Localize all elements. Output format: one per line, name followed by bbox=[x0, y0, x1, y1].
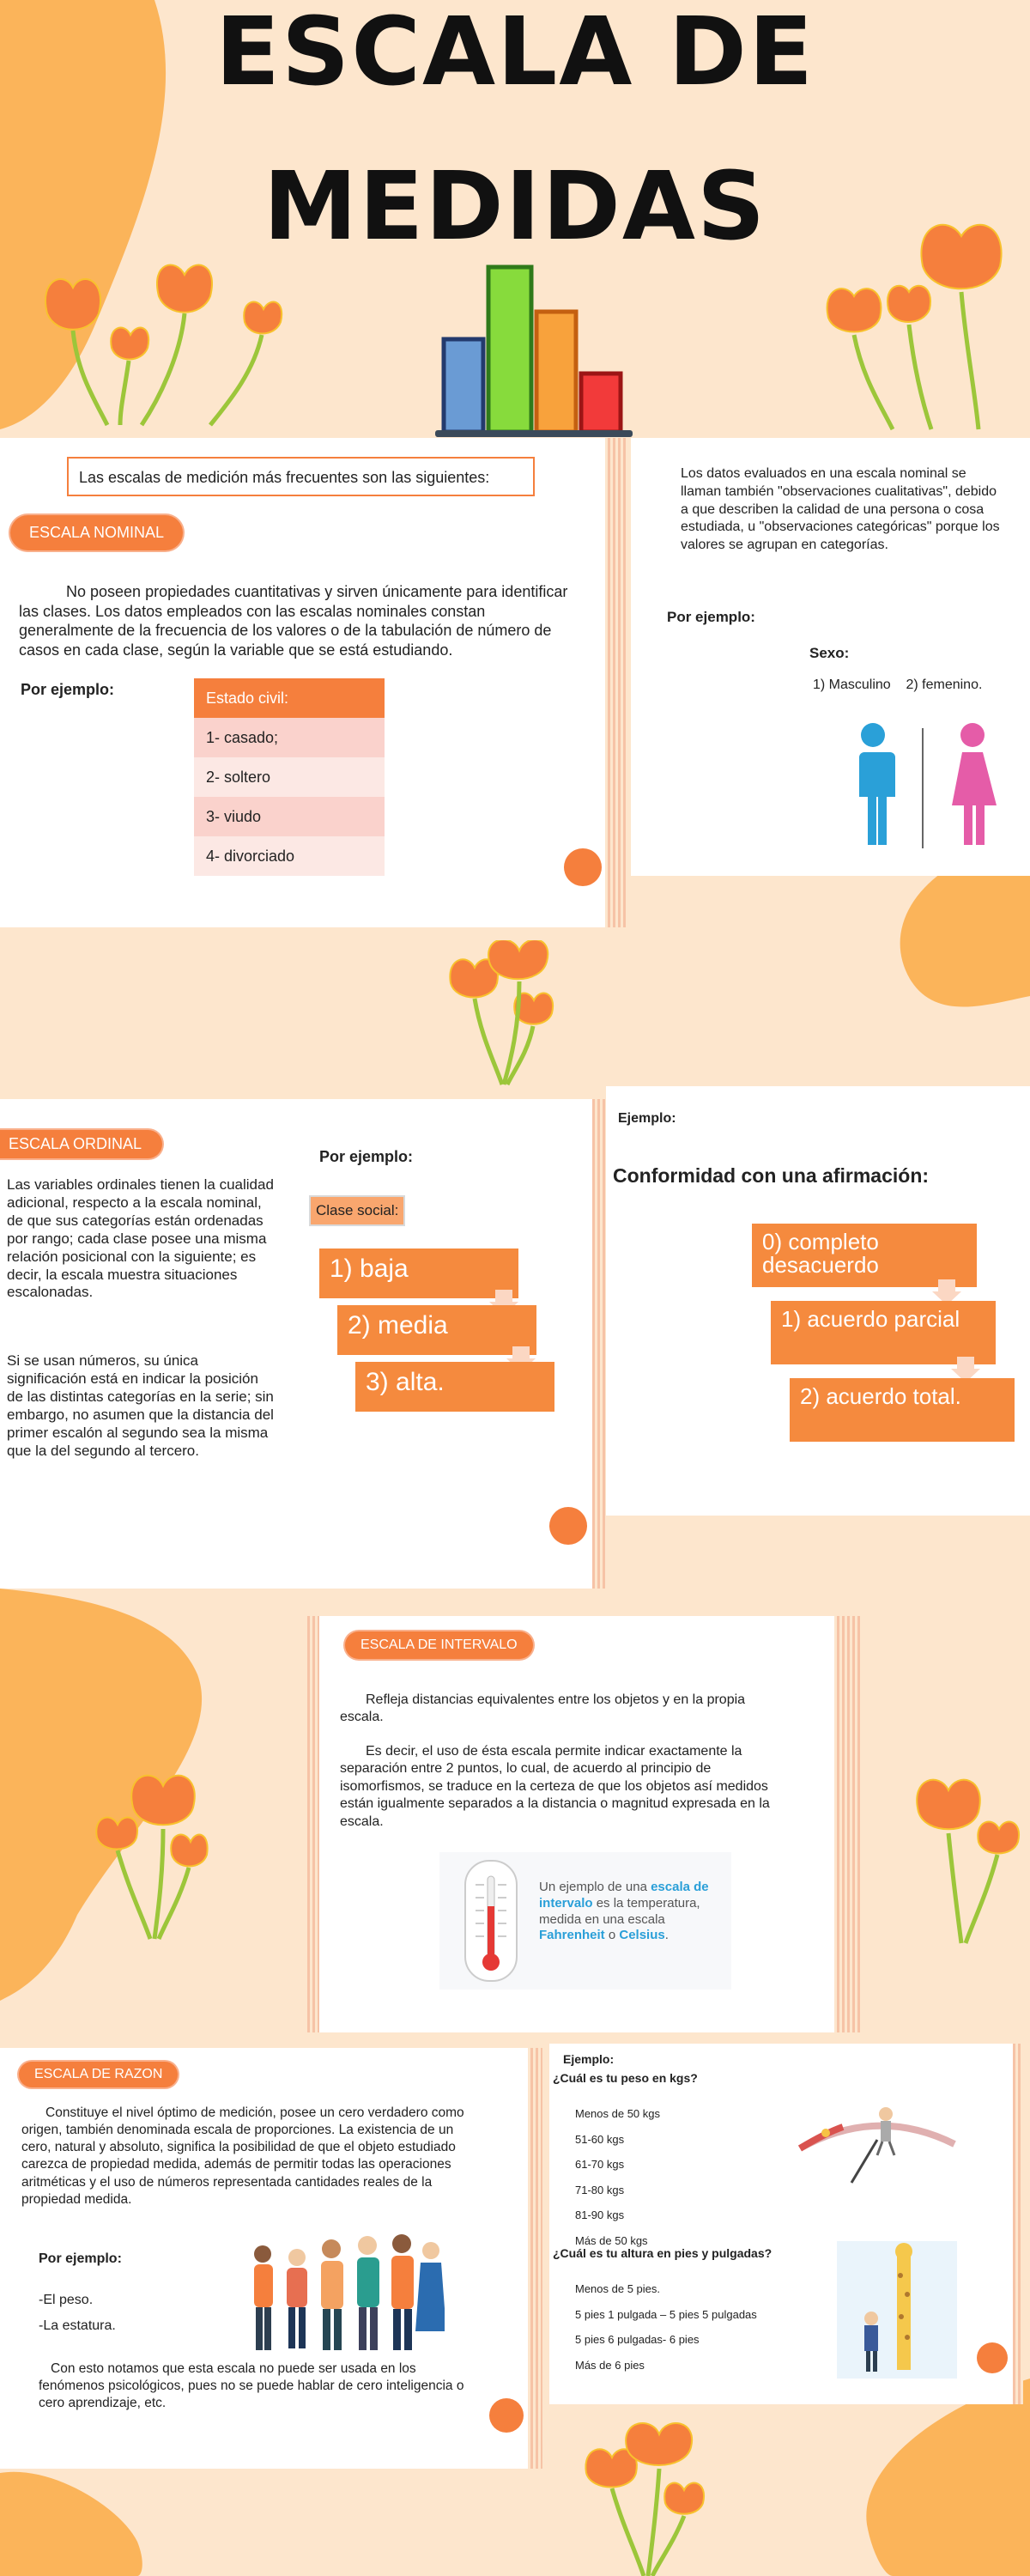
sex-options: 1) Masculino 2) femenino. bbox=[813, 677, 983, 692]
caption-highlight: escala de intervalo bbox=[539, 1880, 709, 1911]
decor-dot bbox=[564, 848, 602, 886]
ratio-right-example-label: Ejemplo: bbox=[563, 2052, 615, 2066]
tulip-flowers-icon bbox=[13, 262, 296, 434]
table-header: Estado civil: bbox=[206, 689, 289, 707]
table-row: 4- divorciado bbox=[206, 847, 295, 865]
list-item: Más de 50 kgs bbox=[575, 2233, 648, 2247]
nominal-paragraph: No poseen propiedades cuantitativas y sirven únicamente para identificar las clases. Los datos empleados con las escalas nominales constan generalmente de la frecuencia de los valores o de la tabulación de número de casos en cada clase, según la variable que se está estudiando. bbox=[19, 583, 568, 659]
tulip-flowers-icon bbox=[794, 215, 1026, 438]
page-title-line2: MEDIDAS bbox=[263, 151, 767, 261]
ratio-example-label: Por ejemplo: bbox=[39, 2251, 122, 2266]
ordinal-example-label: Por ejemplo: bbox=[319, 1148, 414, 1165]
list-item: 71-80 kgs bbox=[575, 2183, 625, 2196]
ratio-example-1: -El peso. bbox=[39, 2293, 94, 2307]
decor-stripes bbox=[837, 1616, 863, 2032]
tulip-flowers-icon bbox=[442, 940, 562, 1086]
decor-stripes bbox=[307, 1616, 319, 2032]
group-of-people-icon bbox=[247, 2228, 445, 2357]
intro-box: Las escalas de medición más frecuentes son las siguientes: bbox=[67, 457, 535, 496]
civil-status-table bbox=[194, 678, 385, 876]
sex-label: Sexo: bbox=[809, 645, 850, 661]
table-row: 1- casado; bbox=[206, 728, 279, 746]
step-box: 1) baja bbox=[319, 1249, 518, 1298]
table-row: 3- viudo bbox=[206, 807, 262, 825]
caption-highlight: Fahrenheit bbox=[539, 1928, 605, 1943]
list-item: Más de 6 pies bbox=[575, 2358, 645, 2372]
caption-text: es la temperatura, medida en una escala bbox=[539, 1895, 700, 1927]
step-box: 2) media bbox=[337, 1305, 536, 1355]
list-item: 5 pies 1 pulgada – 5 pies 5 pulgadas bbox=[575, 2307, 757, 2321]
caption-text: . bbox=[664, 1928, 669, 1943]
ratio-paragraph-2: Con esto notamos que esta escala no puede ser usada en los fenómenos psicológicos, pues no se puede hablar de cero inteligencia o cero aprendizaje, etc. bbox=[39, 2361, 464, 2411]
nominal-right-card bbox=[631, 438, 1030, 876]
ordinal-right-example-label: Ejemplo: bbox=[618, 1111, 676, 1126]
ordinal-badge: ESCALA ORDINAL bbox=[0, 1130, 162, 1158]
list-item: 5 pies 6 pulgadas- 6 pies bbox=[575, 2333, 700, 2347]
thermometer-example-image bbox=[439, 1852, 731, 1990]
weight-question: ¿Cuál es tu peso en kgs? bbox=[553, 2071, 698, 2085]
male-female-icon bbox=[837, 721, 1009, 850]
thermometer-caption bbox=[539, 1880, 719, 1944]
decor-dot bbox=[549, 1507, 587, 1545]
nominal-card bbox=[0, 438, 605, 927]
nominal-example-label: Por ejemplo: bbox=[21, 681, 115, 698]
ordinal-right-card bbox=[606, 1086, 1030, 1516]
interval-badge: ESCALA DE INTERVALO bbox=[345, 1631, 533, 1659]
page-title-line1: ESCALA DE bbox=[215, 0, 815, 106]
nominal-right-example-label: Por ejemplo: bbox=[667, 609, 755, 625]
list-item: 81-90 kgs bbox=[575, 2208, 625, 2222]
list-item: 61-70 kgs bbox=[575, 2158, 625, 2172]
weight-options bbox=[575, 2107, 660, 2260]
interval-paragraph-2: Es decir, el uso de ésta escala permite indicar exactamente la separación entre 2 puntos, lo cual, de acuerdo al principio de isomorfismos, se traduce en la certeza de que los objetos así medidos están igualmente separados a la distancia o magnitud expresada en la escala. bbox=[340, 1744, 770, 1829]
tulip-flowers-icon bbox=[90, 1769, 210, 1941]
list-item: Menos de 50 kgs bbox=[575, 2107, 661, 2120]
class-label: Clase social: bbox=[309, 1195, 405, 1226]
ratio-badge: ESCALA DE RAZON bbox=[19, 2062, 178, 2087]
decor-stripes bbox=[608, 438, 627, 927]
ratio-paragraph-1: Constituye el nivel óptimo de medición, posee un cero verdadero como origen, también denominada escala de proporciones. La existencia de un cero, natural y absoluto, significa la posibilidad de que el objeto estudiado carezca de propiedad medida, además de permitir todas las operaciones aritméticas y el uso de números representada cantidades reales de la propiedad medida. bbox=[21, 2105, 464, 2207]
ordinal-right-heading: Conformidad con una afirmación: bbox=[613, 1164, 930, 1187]
caption-text: Un ejemplo de una bbox=[539, 1880, 651, 1894]
step-box: 3) alta. bbox=[355, 1362, 554, 1412]
decor-stripes bbox=[530, 2048, 542, 2469]
caption-highlight: Celsius bbox=[619, 1928, 665, 1943]
ordinal-card bbox=[0, 1099, 592, 1589]
tulip-flowers-icon bbox=[579, 2421, 717, 2576]
height-options bbox=[575, 2282, 757, 2384]
agreement-box: 2) acuerdo total. bbox=[790, 1378, 1015, 1442]
nominal-right-paragraph: Los datos evaluados en una escala nominal se llaman también "observaciones cualitativas", debido a que describen la calidad de una persona o cosa estudiada, u "observaciones categóricas" porque los valores se agrupan en categorías. bbox=[681, 466, 1000, 553]
tulip-flowers-icon bbox=[901, 1773, 1030, 1945]
decor-stripes bbox=[592, 1099, 606, 1589]
height-question: ¿Cuál es tu altura en pies y pulgadas? bbox=[553, 2246, 772, 2260]
ratio-card bbox=[0, 2048, 528, 2469]
nominal-badge: ESCALA NOMINAL bbox=[10, 515, 183, 550]
list-item: Menos de 5 pies. bbox=[575, 2282, 661, 2295]
ratio-example-2: -La estatura. bbox=[39, 2318, 116, 2333]
decor-dot bbox=[489, 2398, 524, 2433]
ratio-right-card bbox=[549, 2044, 1013, 2404]
interval-card bbox=[319, 1616, 834, 2032]
giraffe-height-chart-icon bbox=[837, 2241, 957, 2379]
list-item: 51-60 kgs bbox=[575, 2132, 625, 2146]
table-row: 2- soltero bbox=[206, 768, 271, 786]
agreement-box: 1) acuerdo parcial bbox=[771, 1301, 996, 1364]
interval-paragraph-1: Refleja distancias equivalentes entre los objetos y en la propia escala. bbox=[340, 1692, 746, 1724]
ordinal-paragraph-1: Las variables ordinales tienen la cualidad adicional, respecto a la escala nominal, de que sus categorías están ordenadas por rango; cada clase posee una misma relación posicional con la siguiente; es decir, la escala muestra situaciones escalonadas. bbox=[7, 1176, 274, 1301]
scale-gauge-icon bbox=[791, 2097, 963, 2191]
bar-chart-icon bbox=[433, 262, 635, 442]
decor-dot bbox=[977, 2342, 1008, 2373]
thermometer-icon bbox=[462, 1859, 522, 1984]
agreement-box: 0) completo desacuerdo bbox=[752, 1224, 977, 1287]
caption-text: o bbox=[604, 1928, 620, 1943]
ordinal-paragraph-2: Si se usan números, su única significación está en indicar la posición de las distintas categorías en la serie; sin embargo, no asumen que la distancia del primer escalón al segundo sea la misma que la del segundo al tercero. bbox=[7, 1352, 274, 1459]
decor-stripes bbox=[1013, 2044, 1023, 2404]
